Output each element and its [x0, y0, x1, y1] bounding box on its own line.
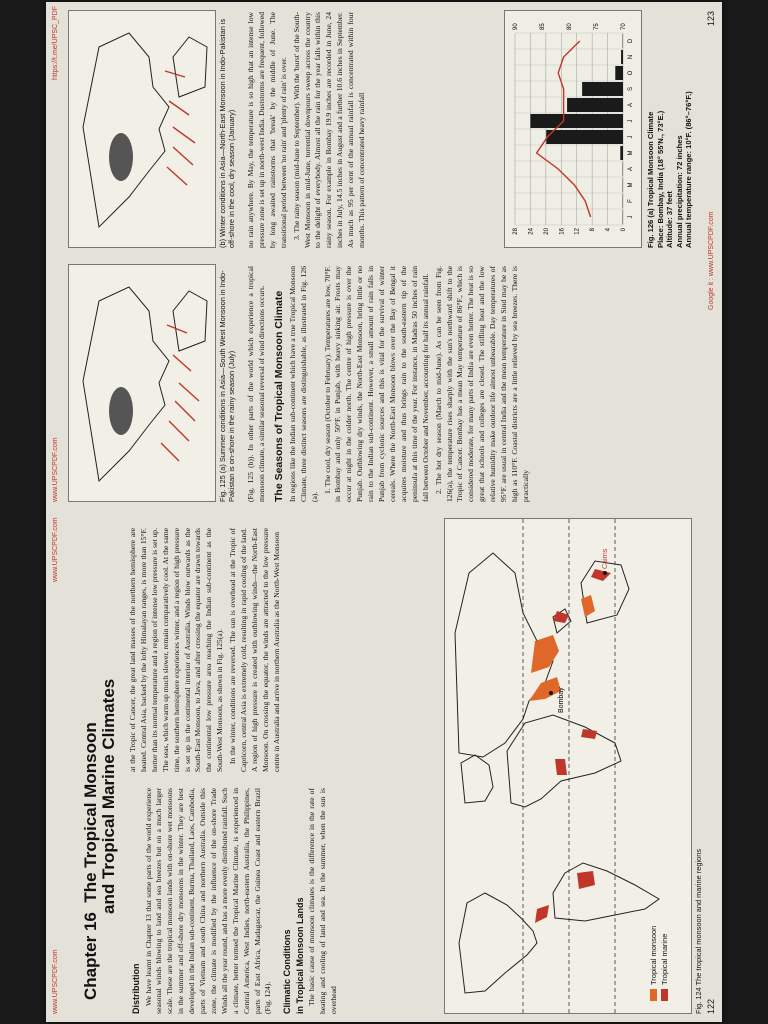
season-2-text: 2. The hot dry season (March to mid-June). As can be seen from Fig. 126(a), the temperature rises sharply with the sun's northward shift to the Tropic of Cancer. Bombay has a mean May temperature of 86°F., which is considered moderate, for many parts of India are even hotter. The heat is so great that schools and colleges are closed. The stifling heat and the low relative humidity make outdoor life almost unbearable. Day temperatures of 95°F. are usual in central India and the mean temperature in Sind may be as high as 110°F. Coastal districts are a little relieved by sea breezes. There is practically	[433, 266, 530, 502]
fig-124-caption: Fig. 124 The tropical monsoon and marine regions	[694, 848, 703, 1014]
header-center[interactable]: www.UPSCPDF.com	[52, 517, 59, 582]
seasons-heading: The Seasons of Tropical Monsoon Climate	[272, 290, 285, 502]
climograph-place: Place: Bombay, India (18° 55'N., 73°E.)	[655, 110, 665, 248]
conditions-heading-1: Climatic Conditions	[282, 929, 293, 1014]
rain-bar-n-10	[621, 50, 623, 64]
fig-125a-map	[68, 264, 216, 502]
distribution-text: We have learnt in Chapter 13 that some parts of the world experience seasonal winds blowing to land and sea breezes but on a much larger scale. These are the tropical monsoon lands with on-shore wet monsoons in the summer and off-shore dry monsoons in the winter. They are best developed in the Indian sub-continent, Burma, Thailand, Laos, Cambodia, parts of Vietnam and south China and northern Australia. Outside this zone, the climate is modified by the influence of the on-shore Trade Winds all the year round, and has a more evenly distributed rainfall. Such a climate, better termed the Tropical Marine Climate, is experienced in Central America, West Indies, north-eastern Australia, the Philippines, parts of East Africa, Madagascar, the Guinea Coast and eastern Brazil (Fig. 124).	[143, 788, 273, 1014]
rain-bar-s-8	[582, 82, 623, 96]
summer-text: at the Tropic of Cancer, the great land masses of the northern hemisphere are heated. Central Asia, backed by the lofty Himalayan ranges, is more than 15°F. hotter than its normal temperature and a region of intense low pressure is set up. The seas, which warm up much slower, remain comparatively cool. At the same time, the southern hemisphere experiences winter, and a region of high pressure is set up in the continental interior of Australia. Winds blow outwards as the South-East Monsoon, to Java, and after crossing the equator are drawn towards the continental low pressure area reaching the Indian sub-continent as the South-West Monsoon, as shown in Fig. 125(a).	[128, 528, 225, 772]
season-2-continued: no rain anywhere. By May, the temperature is so high that an intense low pressure zone is set up in north-west India. Duststorms are frequent, followed by long awaited rainstorms that 'break' by the middle of June. The transitional period between 'no rain' and 'plenty of rain' is over.	[246, 12, 288, 248]
right-column-2	[246, 12, 370, 248]
month-label: J	[628, 215, 634, 219]
rain-tick-label: 24	[528, 228, 535, 235]
month-label: N	[628, 54, 634, 60]
cairns-marker	[603, 571, 607, 575]
temp-tick-label: 70	[621, 23, 627, 30]
rain-tick-label: 20	[543, 228, 550, 235]
conditions-heading-2: in Tropical Monsoon Lands	[294, 897, 305, 1014]
month-label: A	[628, 102, 634, 108]
temp-tick-label: 90	[513, 23, 519, 30]
left-page	[46, 514, 722, 1022]
month-label: A	[628, 166, 634, 172]
marine-regions	[535, 569, 611, 923]
climograph-precip: Annual precipitation: 72 inches	[674, 135, 684, 248]
rain-tick-label: 16	[559, 228, 566, 235]
chapter-title	[82, 679, 118, 1000]
bombay-marker	[549, 691, 553, 695]
header-center-right[interactable]: www.UPSCPDF.com	[52, 437, 59, 502]
climograph-altitude: Altitude: 37 feet	[665, 191, 675, 248]
month-label: S	[628, 86, 634, 92]
climograph-temp: Annual temperature range: 10°F. (86°–76°F.)	[684, 91, 694, 248]
footer-link[interactable]: Google it : www.UPSCPDF.com	[708, 211, 715, 310]
rain-tick-label: 12	[574, 228, 581, 235]
rain-bar-j-6	[530, 114, 623, 128]
chapter-title-line-2: and Tropical Marine Climates	[99, 678, 118, 914]
climograph-caption: Fig. 126 (a) Tropical Monsoon Climate	[646, 111, 655, 248]
distribution-heading: Distribution	[131, 963, 141, 1014]
conditions-text: The basic cause of monsoon climates is the difference in the rate of heating and cooling of land and sea. In the summer, when the sun is overhead	[307, 788, 339, 1014]
climograph	[504, 10, 642, 248]
temp-tick-label: 85	[540, 23, 546, 30]
chapter-label: Chapter 16	[81, 912, 100, 1000]
winter-text: In the winter, conditions are reversed. The sun is overhead at the Tropic of Capricorn, central Asia is extremely cold, resulting in rapid cooling of the land. A region of high pressure is created with outblowing winds—the North-East Monsoon. On crossing the equator, the winds are attracted to the low pressure centre in Australia and arrive in northern Australia as the North-West Monsoon	[228, 528, 281, 772]
rain-bar-o-9	[615, 66, 623, 80]
fig-125a-caption: Fig. 125 (a) Summer conditions in Asia—South West Monsoon in Indo-Pakistan is on-shore in the rainy season (July)	[218, 270, 236, 502]
month-label: D	[628, 38, 634, 44]
climograph-svg	[505, 11, 641, 247]
rain-tick-label: 8	[590, 228, 597, 232]
month-label: M	[628, 182, 634, 188]
legend-swatch-marine	[661, 989, 668, 1001]
header-left[interactable]: www.UPSCPDF.com	[52, 949, 59, 1014]
left-column-1	[128, 788, 342, 1014]
page-number-right: 123	[706, 10, 716, 26]
month-label: J	[628, 135, 634, 139]
map-label-bombay: Bombay	[558, 687, 565, 713]
right-column-1	[246, 266, 534, 502]
seasons-intro: In regions like the Indian sub-continent which have a true Tropical Monsoon Climate, three distinct seasons are distinguishable, as illustrated in Fig. 126 (a).	[287, 266, 319, 502]
legend-swatch-monsoon	[650, 989, 657, 1001]
legend-monsoon: Tropical monsoon	[649, 925, 658, 985]
book-spread	[46, 2, 722, 1022]
rain-tick-label: 4	[605, 228, 612, 232]
chapter-title-line-1: The Tropical Monsoon	[81, 722, 100, 903]
month-label: F	[628, 199, 634, 203]
legend-marine: Tropical marine	[660, 933, 669, 985]
rain-bar-m-4	[620, 146, 623, 160]
month-label: M	[628, 150, 634, 156]
month-label: J	[628, 119, 634, 123]
rain-tick-label: 28	[513, 228, 519, 235]
left-column-2	[128, 528, 285, 772]
rain-bar-a-7	[567, 98, 623, 112]
month-label: O	[628, 70, 634, 76]
temp-tick-label: 75	[594, 23, 600, 30]
right-page	[46, 2, 722, 510]
season-3-text: 3. The rainy season (mid-June to September). With the 'burst' of the South-West Monsoon in mid-June, torrential downpours sweep across the country to the delight of everybody. Almost all the rain for the year falls within this rainy season. For example in Bombay 19.9 inches are recorded in June, 24 inches in July, 14.5 inches in August and a further 10.6 inches in September. As much as 95 per cent of the annual rainfall is concentrated within four months. This pattern of concentrated heavy rainfall	[291, 12, 367, 248]
world-map-figure	[444, 518, 692, 1014]
header-right[interactable]: https://t.me/UPSC_PDF	[52, 6, 59, 80]
map-label-cairns: Cairns	[602, 548, 609, 569]
fig-125b-caption: (b) Winter conditions in Asia—North-East Monsoon in Indo-Pakistan is off-shore in the cool, dry season (January)	[218, 18, 236, 248]
intro-text: (Fig. 125 (b)). In other parts of the world which experience a tropical monsoon climate, a similar seasonal reversal of wind directions occurs.	[246, 266, 266, 502]
page-number-left: 122	[706, 998, 716, 1014]
climograph-stats	[646, 12, 694, 248]
fig-125b-map	[68, 10, 216, 248]
season-1-text: 1. The cool, dry season (October to February). Temperatures are low, 70°F. in Bombay and only 50°F. in Punjab, with heavy sinking air. Frosts may occur at night in the colder north. The centre of high pressure is over the Punjab. Outblowing dry winds, the North-East Monsoon, bring little or no rain to the Indian sub-continent. However, a small amount of rain falls in Punjab from cyclonic sources and this is vital for the survival of winter cereals. Where the North-East Monsoon blows over the Bay of Bengal it acquires moisture and thus brings rain to the south-eastern tip of the peninsula at this time of the year. For instance, in Madras 50 inches of rain fall between October and November, accounting for half its annual rainfall.	[322, 266, 430, 502]
winter-map	[69, 11, 215, 247]
rain-bar-j-5	[546, 130, 623, 144]
temp-tick-label: 80	[567, 23, 573, 30]
map-legend	[649, 926, 671, 1001]
rain-tick-label: 0	[621, 228, 627, 232]
summer-map	[69, 265, 215, 501]
